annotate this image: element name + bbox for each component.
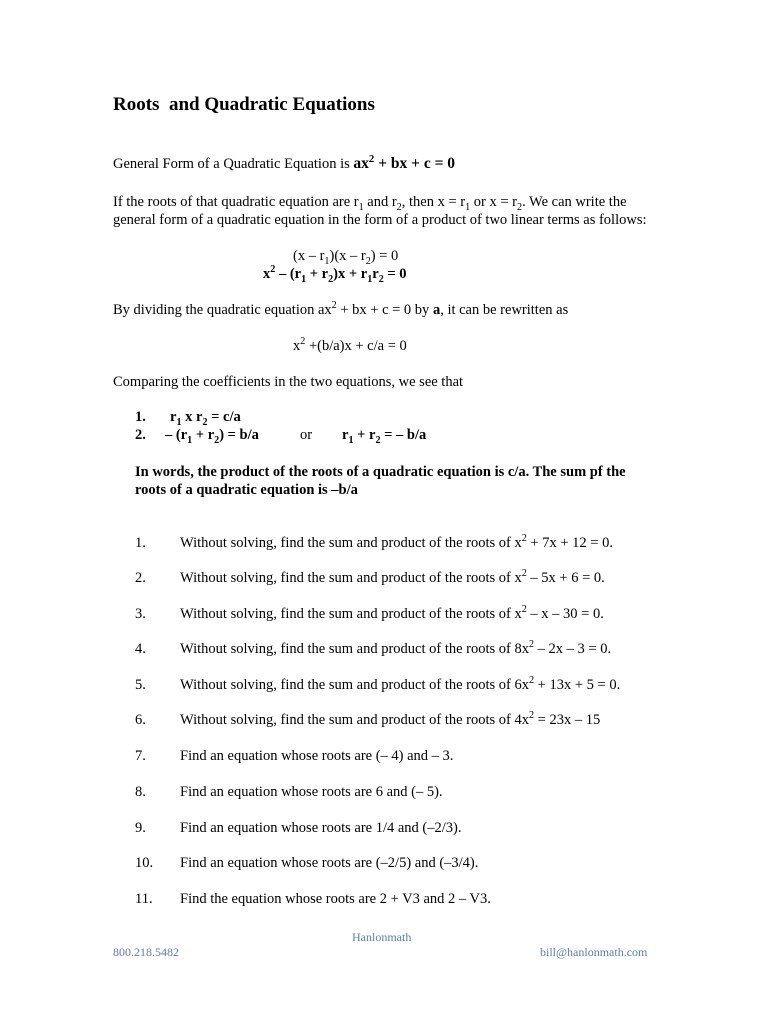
roots-paragraph: If the roots of that quadratic equation are $r_1$ and $r_2$, then $x = r_1$ or $x = r_2$. We can write the general form of a quadratic equation in the form of a product of two linear terms as follows: [113, 194, 647, 228]
exercise-text: Without solving, find the sum and product of the roots of $6x^2 + 13x + 5 = 0$. [180, 675, 621, 693]
exercise-number: 7. [135, 748, 146, 764]
exercise-text: Without solving, find the sum and product of the roots of $x^2 + 7x + 12 = 0$. [180, 533, 613, 551]
exercise-number: 4. [135, 641, 146, 657]
exercise-text: Find an equation whose roots are (–2/5) and (–3/4). [180, 855, 479, 871]
exercise-text: Without solving, find the sum and product of the roots of $x^2 - 5x + 6 = 0$. [180, 568, 605, 586]
exercise-text: Without solving, find the sum and product of the roots of $4x^2 = 23x - 15$ [180, 710, 601, 728]
exercise-number: 2. [135, 570, 146, 586]
exercise-text: Without solving, find the sum and product of the roots of $x^2 - x - 30 = 0$. [180, 604, 604, 622]
exercise-number: 10. [135, 855, 154, 871]
dividing-paragraph: By dividing the quadratic equation $ax^2$ + bx + c = 0 by a, it can be rewritten as [113, 300, 569, 318]
exercise-text: Without solving, find the sum and product of the roots of $8x^2 - 2x - 3 = 0$. [180, 639, 612, 657]
exercise-number: 11. [135, 891, 153, 907]
general-form-equation: $ax^2$ + bx + c = 0 [353, 152, 456, 172]
exercise-number: 5. [135, 677, 146, 693]
footer-phone: 800.218.5482 [113, 945, 179, 959]
exercise-number: 6. [135, 712, 146, 728]
comparing-paragraph: Comparing the coefficients in the two equations, we see that [113, 374, 464, 390]
page-title: Roots and Quadratic Equations [113, 94, 375, 115]
exercise-number: 3. [135, 606, 146, 622]
footer-email: bill@hanlonmath.com [540, 945, 648, 959]
exercise-text: Find an equation whose roots are (– 4) and – 3. [180, 748, 454, 764]
relation-sum: 2. – $(r_1 + r_2) = b/a$ or $r_1 + r_2$ = – b/a [135, 427, 427, 446]
normalized-equation: $x^2 +(b/a)x + c/a = 0$ [293, 336, 407, 354]
general-form-line [113, 152, 456, 173]
footer-brand: Hanlonmath [352, 930, 412, 944]
exercise-text: Find an equation whose roots are 6 and (– 5). [180, 784, 443, 800]
exercise-number: 9. [135, 820, 146, 836]
exercise-number: 1. [135, 535, 146, 551]
exercise-text: Find an equation whose roots are 1/4 and (–2/3). [180, 820, 462, 836]
exercise-number: 8. [135, 784, 146, 800]
exercise-text: Find the equation whose roots are 2 + V3 and 2 – V3. [180, 891, 491, 907]
or-word: or [300, 427, 313, 443]
in-words-summary: In words, the product of the roots of a quadratic equation is c/a. The sum pf the roots of a quadratic equation is –b/a [135, 464, 626, 498]
general-form-label: General Form of a Quadratic Equation is [113, 156, 354, 172]
product-form-equation: $(x - r_1)(x - r_2) = 0$ [293, 248, 399, 267]
expanded-form-equation: $x^2 - (r_1 + r_2)x + r_1r_2 = 0$ [263, 264, 407, 285]
relation-product: 1. $r_1$ x $r_2 = c/a$ [135, 409, 241, 428]
